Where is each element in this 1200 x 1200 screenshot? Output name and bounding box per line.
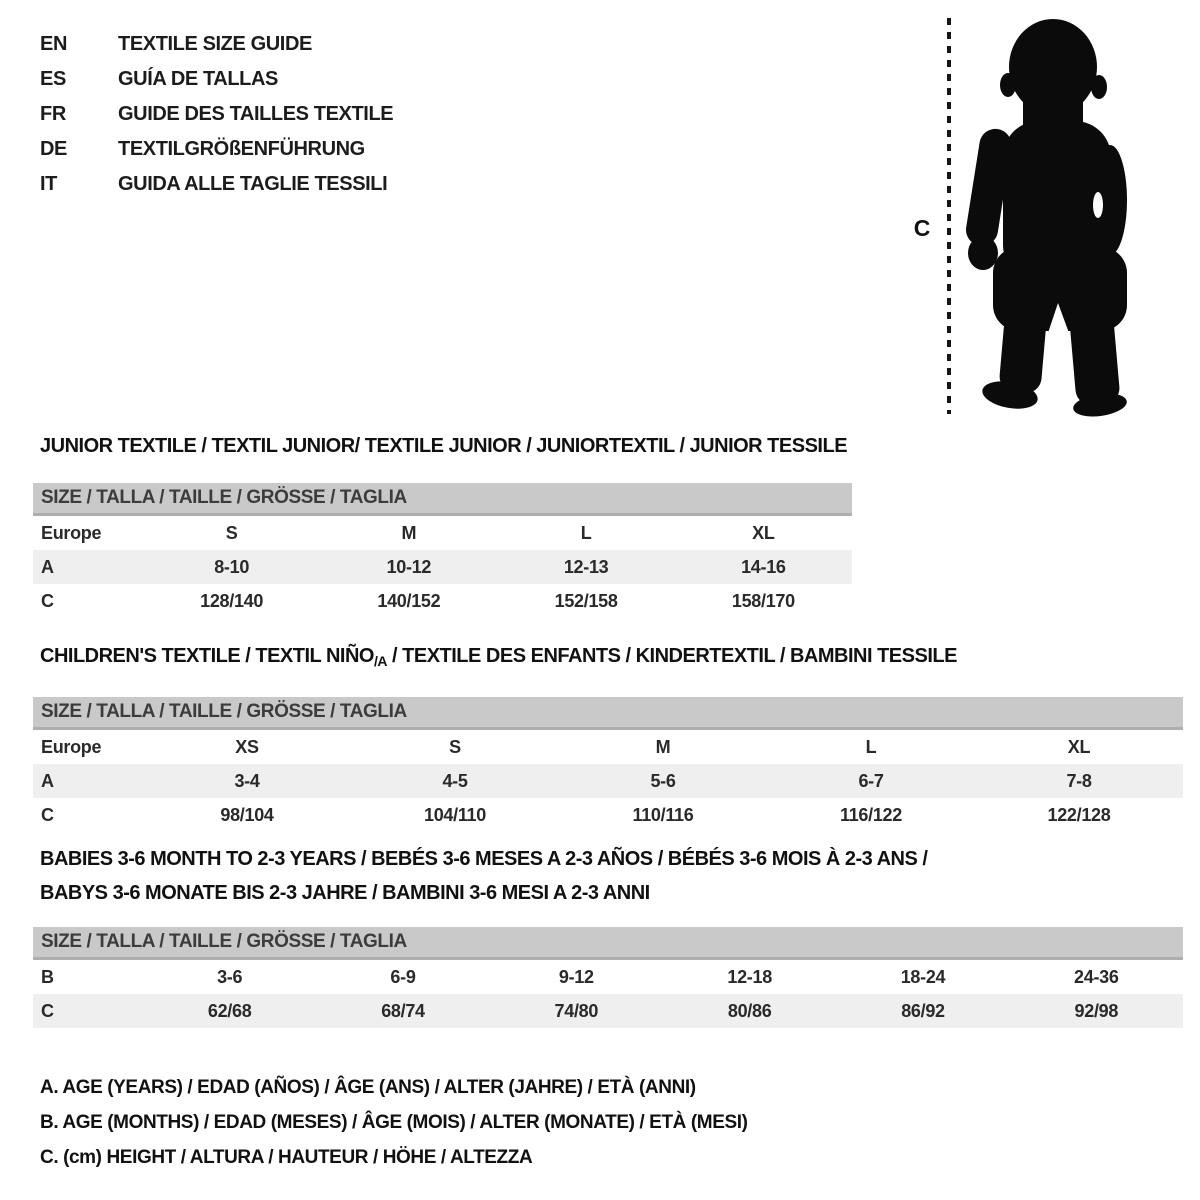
height-measure-label: C xyxy=(913,215,931,241)
size-cell: 74/80 xyxy=(554,1001,599,1021)
size-cell: 3-4 xyxy=(234,771,260,791)
language-row xyxy=(40,62,393,97)
toddler-silhouette-icon xyxy=(915,10,1150,422)
footnotes xyxy=(40,1070,748,1175)
size-cell: XL xyxy=(1067,737,1091,757)
size-cell: 18-24 xyxy=(900,967,946,987)
footnote-line: B. AGE (MONTHS) / EDAD (MESES) / ÂGE (MOIS) / ALTER (MONATE) / ETÀ (MESI) xyxy=(40,1112,748,1133)
row-label: A xyxy=(41,771,54,791)
size-header-bar: SIZE / TALLA / TAILLE / GRÖSSE / TAGLIA xyxy=(33,483,852,516)
table-row xyxy=(33,550,852,584)
size-cell: XS xyxy=(235,737,259,757)
section-junior-textile xyxy=(33,436,852,618)
size-cell: 110/116 xyxy=(632,805,694,825)
size-cell: S xyxy=(449,737,461,757)
table-row xyxy=(33,516,852,550)
size-cell: XL xyxy=(752,523,775,543)
title-text: BABYS 3-6 MONATE BIS 2-3 JAHRE / BAMBINI 3-6 MESI A 2-3 ANNI xyxy=(40,882,650,904)
size-cell: 9-12 xyxy=(558,967,594,987)
size-cell: 7-8 xyxy=(1066,771,1092,791)
figure-area xyxy=(915,10,1150,422)
language-row xyxy=(40,132,393,167)
title-text: CHILDREN'S TEXTILE / TEXTIL NIÑO xyxy=(40,645,374,667)
table-row xyxy=(33,994,1183,1028)
size-cell: M xyxy=(401,523,417,543)
language-code: EN xyxy=(40,33,67,55)
size-table xyxy=(33,730,1183,832)
toddler-silhouette xyxy=(964,19,1129,420)
section-title xyxy=(33,436,852,456)
section-title xyxy=(33,646,1183,671)
language-title: GUIDA ALLE TAGLIE TESSILI xyxy=(118,173,388,195)
table-row xyxy=(33,764,1183,798)
title-text: BABIES 3-6 MONTH TO 2-3 YEARS / BEBÉS 3-6 MESES A 2-3 AÑOS / BÉBÉS 3-6 MOIS À 2-3 ANS / xyxy=(40,848,928,870)
language-code: FR xyxy=(40,103,66,125)
size-cell: 6-7 xyxy=(858,771,884,791)
size-table xyxy=(33,960,1183,1028)
language-code: ES xyxy=(40,68,66,90)
language-code: DE xyxy=(40,138,67,160)
row-label: Europe xyxy=(41,737,102,757)
language-title: GUÍA DE TALLAS xyxy=(118,68,278,90)
title-text: / TEXTILE DES ENFANTS / KINDERTEXTIL / BAMBINI TESSILE xyxy=(386,645,957,667)
title-text: JUNIOR TEXTILE / TEXTIL JUNIOR/ TEXTILE JUNIOR / JUNIORTEXTIL / JUNIOR TESSILE xyxy=(40,435,848,457)
size-cell: 68/74 xyxy=(381,1001,425,1021)
size-cell: 92/98 xyxy=(1074,1001,1119,1021)
size-header-bar: SIZE / TALLA / TAILLE / GRÖSSE / TAGLIA xyxy=(33,927,1183,960)
row-label: C xyxy=(41,591,54,611)
size-cell: M xyxy=(655,737,671,757)
size-cell: 8-10 xyxy=(214,557,250,577)
language-code: IT xyxy=(40,173,57,195)
size-cell: 104/110 xyxy=(424,805,486,825)
section-title-line xyxy=(40,646,1183,671)
language-title: TEXTILE SIZE GUIDE xyxy=(118,33,312,55)
language-title: GUIDE DES TAILLES TEXTILE xyxy=(118,103,394,125)
section-childrens-textile xyxy=(33,646,1183,832)
row-label: A xyxy=(41,557,54,577)
size-cell: 5-6 xyxy=(650,771,676,791)
row-label: B xyxy=(41,967,54,987)
size-cell: 80/86 xyxy=(727,1001,772,1021)
row-label: C xyxy=(41,805,54,825)
size-cell: L xyxy=(580,523,592,543)
section-title xyxy=(33,842,1183,910)
size-cell: 12-13 xyxy=(563,557,609,577)
size-cell: 128/140 xyxy=(200,591,264,611)
language-row xyxy=(40,27,393,62)
title-text: /A xyxy=(373,653,387,669)
section-babies-textile xyxy=(33,842,1183,1028)
row-label: Europe xyxy=(41,523,102,543)
table-row xyxy=(33,730,1183,764)
size-cell: 10-12 xyxy=(386,557,432,577)
size-cell: 12-18 xyxy=(727,967,772,987)
size-table xyxy=(33,516,852,618)
size-cell: 116/122 xyxy=(840,805,902,825)
size-cell: 152/158 xyxy=(554,591,618,611)
size-cell: 86/92 xyxy=(901,1001,945,1021)
language-title-list xyxy=(40,27,393,202)
section-title-line xyxy=(40,876,1183,910)
section-title-line xyxy=(40,842,1183,876)
table-row xyxy=(33,584,852,618)
language-row xyxy=(40,97,393,132)
size-cell: 3-6 xyxy=(217,967,243,987)
table-row xyxy=(33,798,1183,832)
size-cell: 24-36 xyxy=(1074,967,1119,987)
size-cell: 98/104 xyxy=(220,805,274,825)
size-cell: 6-9 xyxy=(390,967,416,987)
size-cell: L xyxy=(865,737,877,757)
size-cell: 158/170 xyxy=(731,591,795,611)
size-cell: 122/128 xyxy=(1047,805,1111,825)
size-cell: 14-16 xyxy=(741,557,786,577)
size-cell: 4-5 xyxy=(442,771,468,791)
language-row xyxy=(40,167,393,202)
size-cell: 62/68 xyxy=(207,1001,252,1021)
section-title-line xyxy=(40,436,852,456)
table-row xyxy=(33,960,1183,994)
row-label: C xyxy=(41,1001,54,1021)
size-cell: 140/152 xyxy=(377,591,441,611)
footnote-line: C. (cm) HEIGHT / ALTURA / HAUTEUR / HÖHE / ALTEZZA xyxy=(40,1147,533,1168)
size-cell: S xyxy=(225,523,238,543)
language-title: TEXTILGRÖßENFÜHRUNG xyxy=(118,138,365,160)
footnote-line: A. AGE (YEARS) / EDAD (AÑOS) / ÂGE (ANS) / ALTER (JAHRE) / ETÀ (ANNI) xyxy=(40,1077,696,1098)
size-header-bar: SIZE / TALLA / TAILLE / GRÖSSE / TAGLIA xyxy=(33,697,1183,730)
